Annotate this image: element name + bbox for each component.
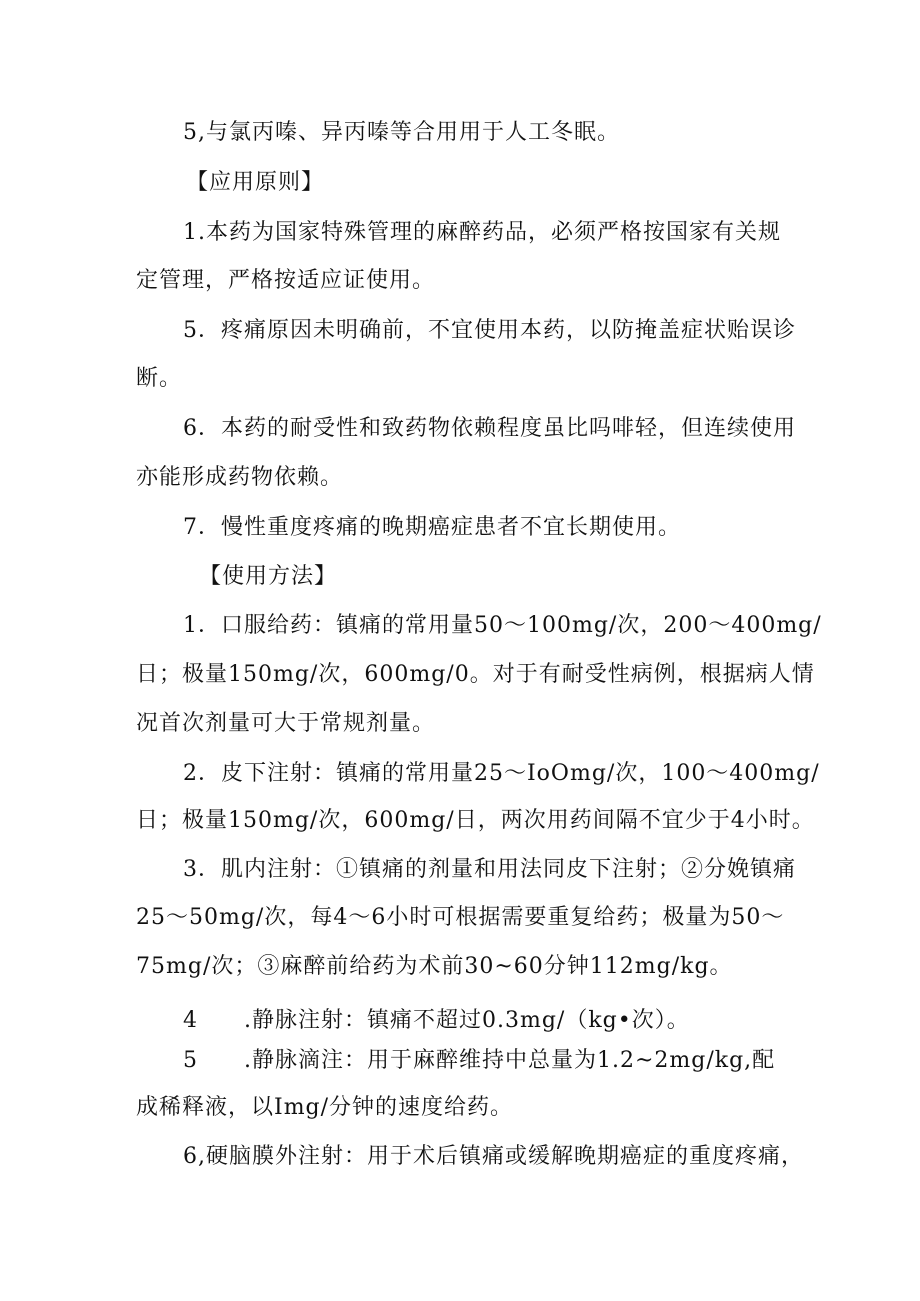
text-line-method-5-cont: 成稀释液，以Img/分钟的速度给药。 <box>136 1095 514 1120</box>
section-heading-usage-method: 【使用方法】 <box>199 564 338 589</box>
text-line-item5-cold-hibernation: 5,与氯丙嗪、异丙嗪等合用用于人工冬眠。 <box>183 120 620 145</box>
text-line-method-1-cont2: 况首次剂量可大于常规剂量。 <box>136 711 436 736</box>
text-line-principle-6: 6．本药的耐受性和致药物依赖程度虽比吗啡轻，但连续使用 <box>183 416 796 441</box>
text-line-method-6-epidural: 6,硬脑膜外注射：用于术后镇痛或缓解晚期癌症的重度疼痛， <box>183 1144 804 1169</box>
text-line-principle-7: 7．慢性重度疼痛的晚期癌症患者不宜长期使用。 <box>183 515 681 540</box>
text-line-method-3-cont: 25～50mg/次，每4～6小时可根据需要重复给药；极量为50～ <box>136 905 785 930</box>
section-heading-application-principles: 【应用原则】 <box>186 170 325 195</box>
text-line-principle-1-cont: 定管理，严格按适应证使用。 <box>136 268 436 293</box>
text-line-principle-5: 5．疼痛原因未明确前，不宜使用本药，以防掩盖症状贻误诊 <box>183 318 796 343</box>
text-line-method-1-cont: 日；极量150mg/次，600mg/0。对于有耐受性病例，根据病人情 <box>136 662 815 687</box>
text-line-principle-1: 1.本药为国家特殊管理的麻醉药品，必须严格按国家有关规 <box>183 220 781 245</box>
text-line-method-2-cont: 日；极量150mg/次，600mg/日，两次用药间隔不宜少于4小时。 <box>136 808 815 833</box>
text-line-principle-5-cont: 断。 <box>136 366 183 391</box>
text-line-method-4-iv-injection: 4 .静脉注射：镇痛不超过0.3mg/（kg•次）。 <box>183 1008 690 1033</box>
text-line-method-2-subcutaneous: 2．皮下注射：镇痛的常用量25～IoOmg/次，100～400mg/ <box>183 761 820 786</box>
text-line-method-3-intramuscular: 3．肌内注射：①镇痛的剂量和用法同皮下注射；②分娩镇痛 <box>183 857 796 882</box>
text-line-principle-6-cont: 亦能形成药物依赖。 <box>136 465 344 490</box>
text-line-method-5-iv-drip: 5 .静脉滴注：用于麻醉维持中总量为1.2~2mg/kg,配 <box>183 1048 776 1073</box>
text-line-method-3-cont2: 75mg/次；③麻醉前给药为术前30~60分钟112mg/kg。 <box>136 954 733 979</box>
text-line-method-1-oral: 1．口服给药：镇痛的常用量50～100mg/次，200～400mg/ <box>183 613 822 638</box>
